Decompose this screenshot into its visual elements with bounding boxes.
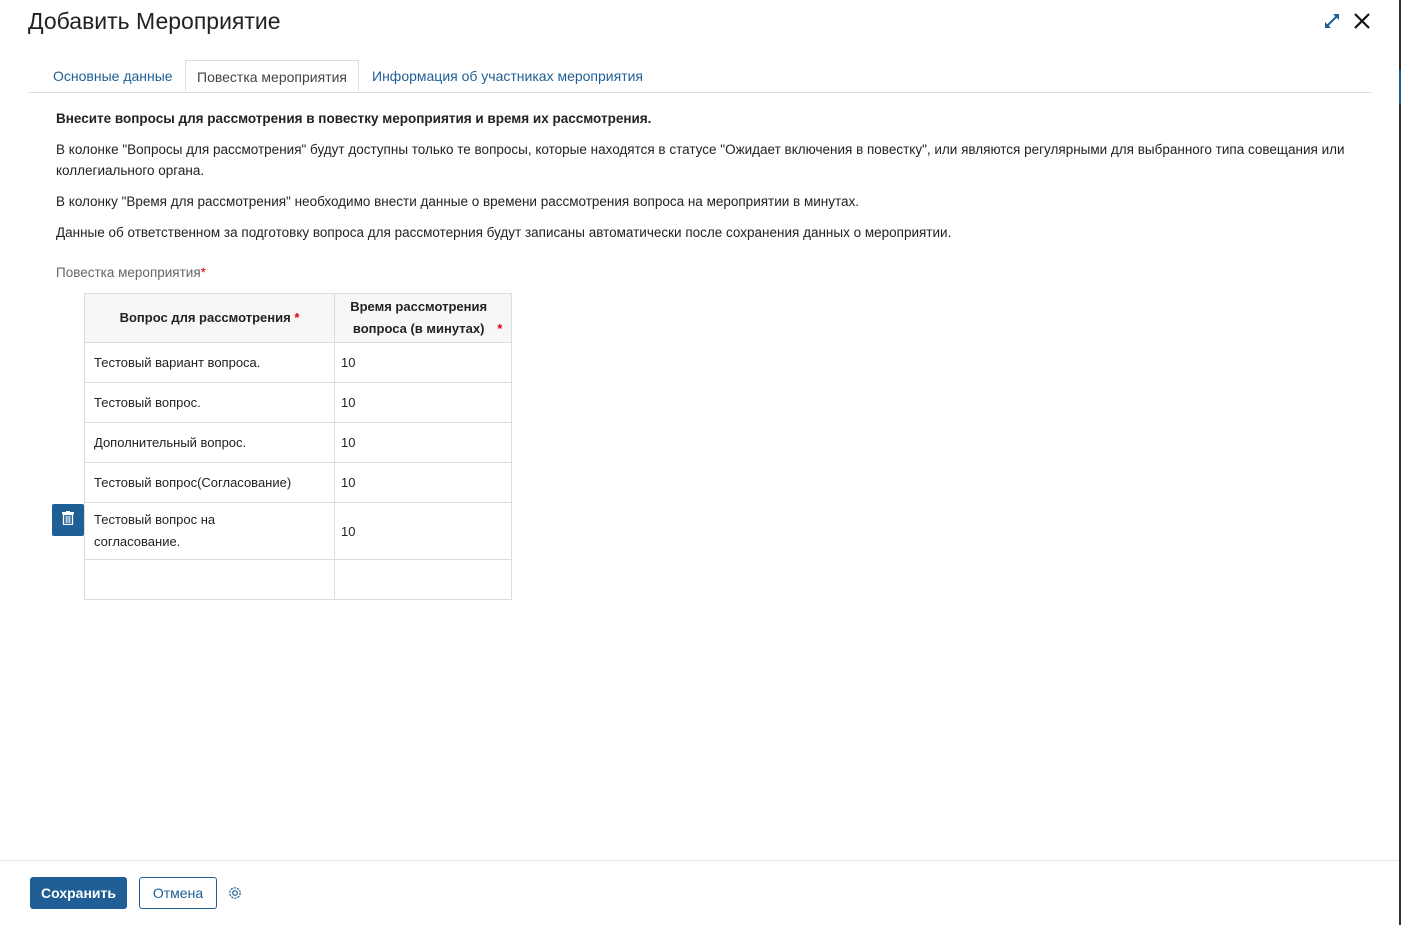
column-title: Время рассмотрения вопроса (в минутах)	[350, 299, 488, 336]
agenda-label-text: Повестка мероприятия	[56, 265, 201, 280]
tab-main-data[interactable]: Основные данные	[53, 68, 173, 84]
table-row[interactable]	[85, 463, 512, 503]
instructions	[56, 108, 1356, 253]
table-row[interactable]	[85, 423, 512, 463]
gear-icon[interactable]	[227, 885, 243, 906]
column-title: Вопрос для рассмотрения	[119, 310, 291, 325]
required-mark: *	[294, 310, 300, 325]
question-cell[interactable]: Дополнительный вопрос.	[85, 423, 335, 463]
column-header-minutes	[335, 294, 512, 343]
minutes-cell[interactable]: 10	[335, 463, 512, 503]
instructions-text: Данные об ответственном за подготовку вопроса для рассмотерния будут записаны автоматически после сохранения данных о мероприятии.	[56, 225, 952, 240]
question-cell[interactable]: Тестовый вопрос на согласование.	[85, 503, 335, 560]
table-row[interactable]	[85, 343, 512, 383]
table-row-empty[interactable]	[85, 560, 512, 600]
tab-participants[interactable]: Информация об участниках мероприятия	[372, 68, 644, 84]
minutes-cell[interactable]: 10	[335, 343, 512, 383]
close-icon[interactable]	[1353, 12, 1371, 35]
question-cell[interactable]: Тестовый вариант вопроса.	[85, 343, 335, 383]
table-row[interactable]	[85, 383, 512, 423]
minutes-cell[interactable]	[335, 560, 512, 600]
minutes-cell[interactable]: 10	[335, 503, 512, 560]
required-mark: *	[497, 321, 503, 336]
question-cell[interactable]: Тестовый вопрос.	[85, 383, 335, 423]
expand-icon[interactable]	[1323, 12, 1341, 35]
instructions-text: В колонке "Вопросы для рассмотрения" будут доступны только те вопросы, которые находятся в статусе "Ожидает включения в повестку", или являются регулярными для выбранного типа совещания или коллегиального органа.	[56, 142, 1345, 178]
tab-agenda[interactable]: Повестка мероприятия	[185, 60, 359, 92]
minutes-cell[interactable]: 10	[335, 383, 512, 423]
instructions-text: В колонку "Время для рассмотрения" необходимо внести данные о времени рассмотрения вопроса на мероприятии в минутах.	[56, 194, 860, 209]
tab-bar	[28, 60, 1372, 93]
delete-row-button[interactable]	[52, 504, 84, 536]
agenda-label	[56, 265, 206, 280]
instructions-heading: Внесите вопросы для рассмотрения в повестку мероприятия и время их рассмотрения.	[56, 111, 652, 126]
table-row[interactable]	[85, 503, 512, 560]
minutes-cell[interactable]: 10	[335, 423, 512, 463]
trash-icon	[62, 511, 74, 530]
question-cell[interactable]: Тестовый вопрос(Согласование)	[85, 463, 335, 503]
footer-divider	[0, 860, 1399, 861]
dialog-title: Добавить Мероприятие	[28, 8, 281, 34]
agenda-table	[84, 293, 512, 600]
cancel-button[interactable]: Отмена	[139, 877, 217, 909]
save-button[interactable]: Сохранить	[30, 877, 127, 909]
required-mark: *	[200, 265, 206, 280]
column-header-question	[85, 294, 335, 343]
question-cell[interactable]	[85, 560, 335, 600]
